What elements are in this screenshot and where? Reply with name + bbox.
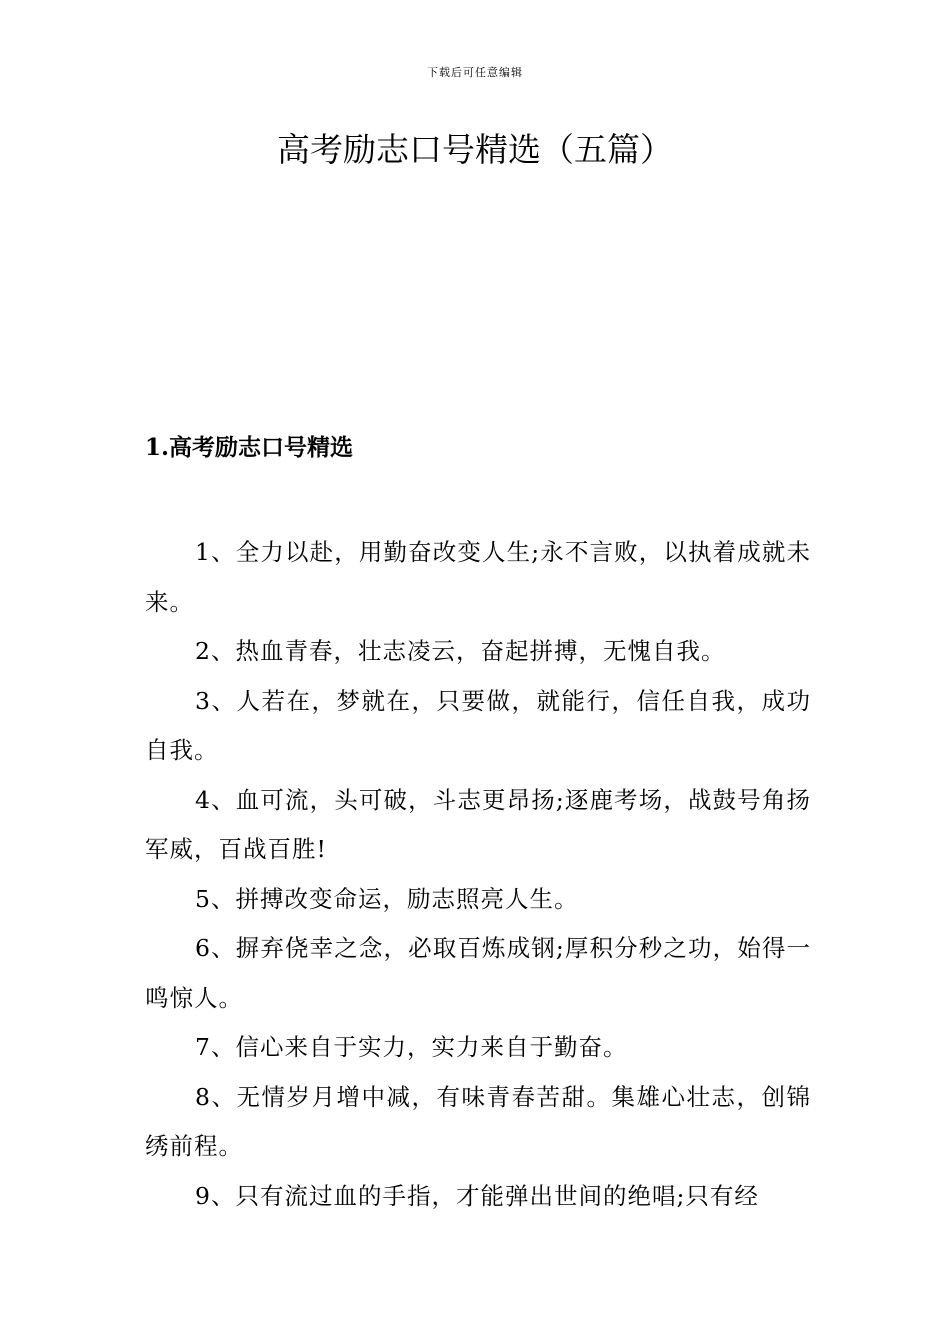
slogan-item: 3、人若在，梦就在，只要做，就能行，信任自我，成功自我。 xyxy=(145,686,811,764)
slogan-item: 7、信心来自于实力，实力来自于勤奋。 xyxy=(195,1033,628,1061)
slogan-item: 8、无情岁月增中减，有味青春苦甜。集雄心壮志，创锦绣前程。 xyxy=(145,1082,811,1160)
slogan-item: 9、只有流过血的手指，才能弹出世间的绝唱;只有经 xyxy=(195,1181,759,1210)
slogan-item: 5、拼搏改变命运，励志照亮人生。 xyxy=(195,884,579,913)
slogan-item: 1、全力以赴，用勤奋改变人生;永不言败，以执着成就未来。 xyxy=(145,538,811,616)
section-heading: 1.高考励志口号精选 xyxy=(145,434,354,461)
slogan-list xyxy=(145,528,811,1221)
slogan-item: 2、热血青春，壮志凌云，奋起拼搏，无愧自我。 xyxy=(195,637,726,665)
header-note: 下载后可任意编辑 xyxy=(427,66,523,79)
document-title: 高考励志口号精选（五篇） xyxy=(277,130,673,169)
slogan-item: 6、摒弃侥幸之念，必取百炼成钢;厚积分秒之功，始得一鸣惊人。 xyxy=(145,934,811,1012)
slogan-item: 4、血可流，头可破，斗志更昂扬;逐鹿考场，战鼓号角扬军威，百战百胜! xyxy=(145,785,811,863)
